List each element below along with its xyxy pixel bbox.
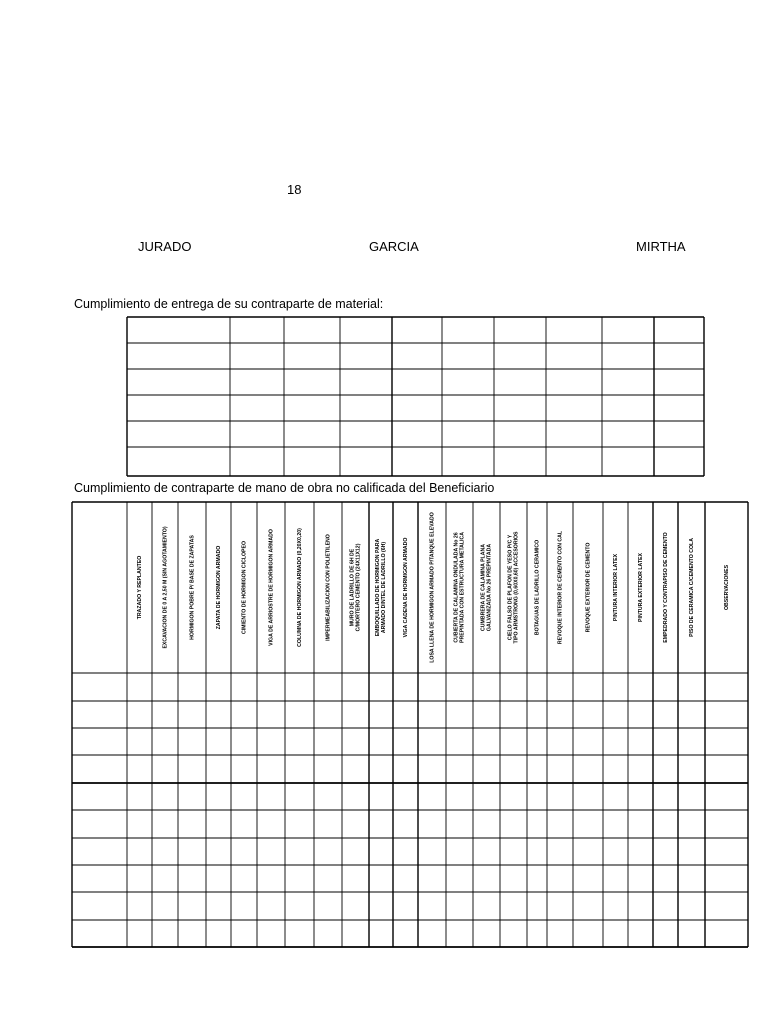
labor-column-header: OBSERVACIONES	[723, 564, 730, 611]
labor-column-header: COLUMNA DE HORMIGON ARMADO (0,20X0,20)	[296, 528, 303, 647]
labor-column-header: VIGA DE ARRIOSTRE DE HORMIGON ARMADO	[268, 529, 275, 646]
labor-column-header: PISO DE CERAMICA C/CEMENTO COLA	[688, 538, 695, 637]
labor-column-header: IMPERMEABILIZACION CON POLIETILENO	[325, 534, 332, 641]
labor-table	[72, 502, 748, 947]
labor-column-header: REVOQUE INTERIOR DE CEMENTO CON CAL	[557, 530, 564, 645]
first-name: MIRTHA	[636, 239, 686, 254]
labor-column-header: EMPEDRADO Y CONTRAPISO DE CEMENTO	[662, 532, 669, 643]
labor-column-header: MURO DE LADRILLO DE 6H DEC/MORTERO CEMENTO (24X11X12)	[349, 543, 363, 632]
material-table	[127, 317, 704, 476]
material-section-title: Cumplimiento de entrega de su contraparte de material:	[74, 297, 384, 311]
labor-column-header: ZAPATA DE HORMIGON ARMADO	[215, 545, 222, 630]
labor-column-header: REVOQUE EXTERIOR DE CEMENTO	[585, 542, 592, 633]
labor-column-header: PINTURA INTERIOR LATEX	[612, 553, 619, 622]
labor-column-header: VIGA CADENA DE HORMIGON ARMADO	[402, 537, 409, 638]
labor-column-header: BOTAGUAS DE LADRILLO CERAMICO	[534, 539, 541, 636]
labor-column-header: EXCAVACION DE 0 A 2,50 M (SIN AGOTAMIENTO)	[162, 526, 169, 649]
labor-column-header: HORMIGON POBRE P/ BASE DE ZAPATAS	[189, 535, 196, 640]
labor-column-header: LOSA LLENA DE HORMIGON ARMADO P/TANQUE ELEVADO	[429, 512, 436, 663]
labor-column-header: CUBIERTA DE CALAMINA ONDULADA No 26PREPINTADA CON ESTRUCTURA METALICA	[453, 532, 467, 643]
surname-1: JURADO	[138, 239, 192, 254]
surname-2: GARCIA	[369, 239, 419, 254]
labor-column-header: CUMBRERA DE CALAMINA PLANAGALVANIZADA No 26 PREPINTADA	[480, 543, 494, 632]
labor-column-header: CIMIENTO DE HORMIGON CICLOPEO	[241, 541, 248, 634]
labor-column-header: CIELO FALSO DE PLAFON DE YESO P/C YTIPO ARMSTRONG (0,60X0,60) ACCESORIOS	[507, 531, 521, 644]
labor-section-title: Cumplimiento de contraparte de mano de obra no calificada del Beneficiario	[74, 481, 495, 495]
labor-column-header: TRAZADO Y REPLANTEO	[136, 555, 143, 620]
page-number: 18	[287, 182, 302, 197]
labor-column-header: EMBOQUILLADO DE HORMIGON PARAARMADO DINTEL DE LADRILLO (6H)	[375, 538, 388, 637]
labor-column-header: PINTURA EXTERIOR LATEX	[637, 553, 644, 622]
